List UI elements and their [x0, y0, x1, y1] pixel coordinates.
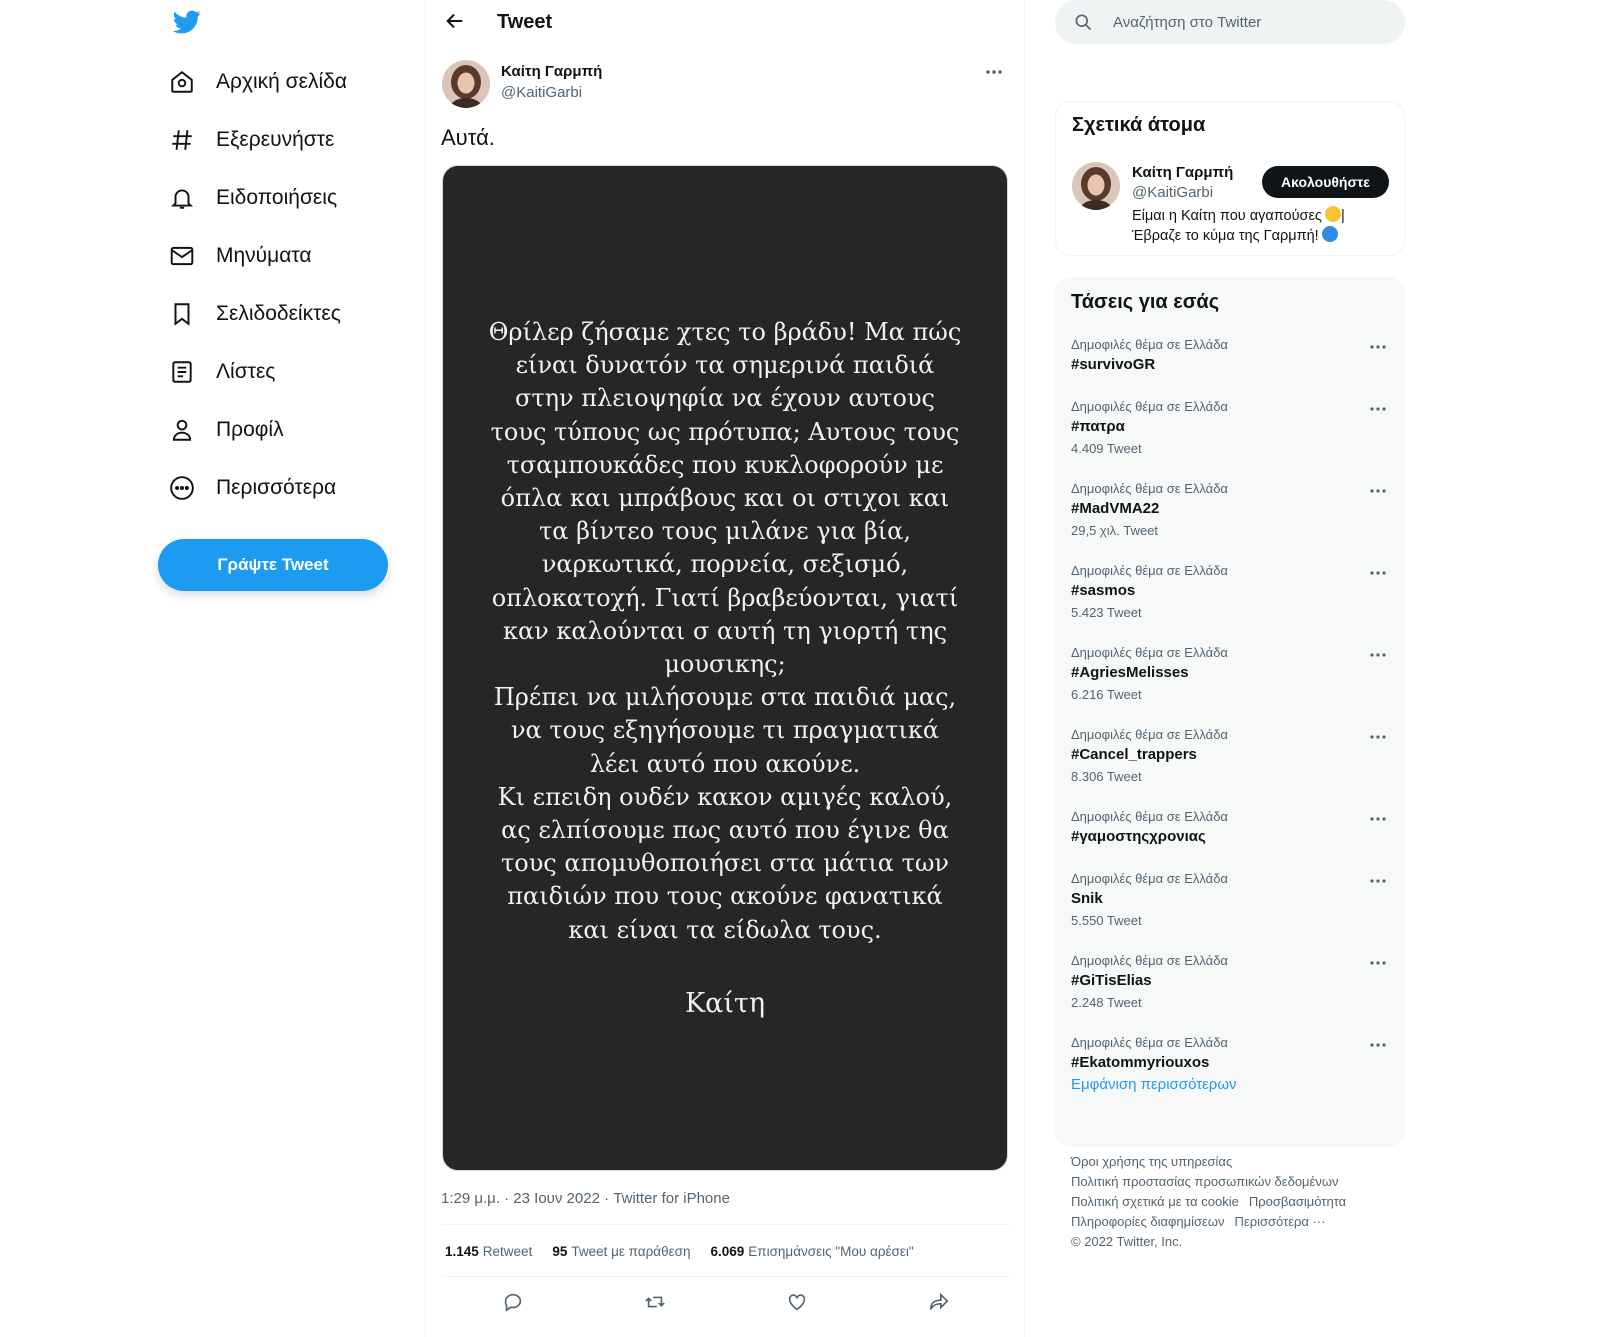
trend-more-icon[interactable] [1369, 1037, 1389, 1053]
trends-panel [1055, 277, 1405, 1147]
accessibility-link[interactable]: Προσβασιμότητα [1248, 1194, 1347, 1209]
panel-title: Τάσεις για εσάς [1071, 291, 1220, 313]
trend-item[interactable]: Δημοφιλές θέμα σε Ελλάδα #AgriesMelisses 6.216 Tweet [1055, 645, 1405, 707]
search-input[interactable] [1111, 13, 1385, 32]
nav-label: Μηνύματα [216, 244, 312, 267]
trend-more-icon[interactable] [1369, 339, 1389, 355]
share-icon[interactable] [921, 1284, 957, 1320]
winking-face-icon [1325, 206, 1341, 222]
related-people-panel [1055, 101, 1405, 256]
nav-item-explore[interactable] [168, 120, 334, 160]
show-more-link[interactable]: Εμφάνιση περισσότερων [1071, 1076, 1237, 1093]
twitter-bird-icon[interactable] [171, 8, 203, 40]
back-arrow-icon[interactable] [444, 10, 472, 34]
nav-label: Προφίλ [216, 418, 284, 441]
nav-label: Ειδοποιήσεις [216, 186, 338, 209]
related-avatar[interactable] [1072, 162, 1120, 210]
related-bio: Είμαι η Καίτη που αγαπούσες | Έβραζε το κύμα της Γαρμπή! [1132, 208, 1345, 244]
nav-label: Περισσότερα [216, 476, 337, 499]
divider [442, 1276, 1010, 1277]
divider [442, 1224, 1010, 1225]
tweet-media-image[interactable] [442, 165, 1008, 1171]
trend-item[interactable]: Δημοφιλές θέμα σε Ελλάδα #Cancel_trappers 8.306 Tweet [1055, 727, 1405, 789]
tweet-actions [442, 1284, 1010, 1320]
related-name[interactable]: Καίτη Γαρμπή [1132, 164, 1234, 181]
author-name[interactable]: Καίτη Γαρμπή [501, 63, 603, 80]
trend-item[interactable]: Δημοφιλές θέμα σε Ελλάδα #Ekatommyriouxos [1055, 1035, 1405, 1085]
trend-item[interactable]: Δημοφιλές θέμα σε Ελλάδα #sasmos 5.423 Tweet [1055, 563, 1405, 625]
trend-more-icon[interactable] [1369, 401, 1389, 417]
trend-more-icon[interactable] [1369, 873, 1389, 889]
author-handle[interactable]: @KaitiGarbi [501, 84, 583, 101]
retweet-icon[interactable] [637, 1284, 673, 1320]
tweet-text: Αυτά. [441, 125, 495, 150]
media-statement-text: Θρίλερ ζήσαμε χτες το βράδυ! Μα πώς είναι δυνατόν τα σημερινά παιδιά στην πλειοψηφία να έχουν αυτους τους τύπους ως πρότυπα; Αυτους τους τσαμπουκάδες που κυκλοφορούν με όπλα και μπράβους και οι στιχοι και τα βίντεο τους μιλάνε για βία, ναρκωτικά, πορνεία, σεξισμό, οπλοκατοχή. Γιατί βραβεύονται, γιατί καν καλούνται σ αυτή τη γιορτή της μουσικης; Πρέπει να μιλήσουμε στα παιδιά μας, να τους εξηγήσουμε τι πραγματικά λέει αυτό που ακούνε. Κι επειδη ουδέν κακον αμιγές καλού, ας ελπίσουμε πως αυτό που έγινε θα τους απομυθοποιήσει στα μάτια των παιδιών που τους ακούνε φανατικά και είναι τα είδωλα τους. [488, 318, 962, 944]
search-icon [1073, 12, 1093, 32]
reply-icon[interactable] [495, 1284, 531, 1320]
terms-link[interactable]: Όροι χρήσης της υπηρεσίας [1071, 1154, 1233, 1169]
home-icon [168, 68, 196, 96]
person-icon [168, 416, 196, 444]
trend-more-icon[interactable] [1369, 729, 1389, 745]
trend-item[interactable]: Δημοφιλές θέμα σε Ελλάδα #GiTisElias 2.248 Tweet [1055, 953, 1405, 1015]
trend-more-icon[interactable] [1369, 955, 1389, 971]
compose-tweet-button[interactable]: Γράψτε Tweet [158, 539, 388, 591]
panel-title: Σχετικά άτομα [1072, 114, 1206, 136]
copyright: © 2022 Twitter, Inc. [1071, 1234, 1183, 1249]
author-avatar[interactable] [442, 60, 490, 108]
nav-item-profile[interactable] [168, 410, 284, 450]
page-title: Tweet [497, 11, 553, 33]
trend-item[interactable]: Δημοφιλές θέμα σε Ελλάδα #πατρα 4.409 Tweet [1055, 399, 1405, 461]
related-handle[interactable]: @KaitiGarbi [1132, 184, 1214, 201]
follow-button[interactable]: Ακολουθήστε [1262, 166, 1389, 198]
privacy-link[interactable]: Πολιτική προστασίας προσωπικών δεδομένων [1071, 1174, 1339, 1189]
trend-more-icon[interactable] [1369, 811, 1389, 827]
trend-more-icon[interactable] [1369, 647, 1389, 663]
left-navigation [0, 0, 425, 1337]
more-options-icon[interactable] [984, 62, 1008, 82]
nav-item-more[interactable] [168, 468, 336, 508]
tweet-detail-column [425, 0, 1025, 1337]
retweet-count-link[interactable]: 1.145 Retweet [445, 1244, 533, 1259]
trend-item[interactable]: Δημοφιλές θέμα σε Ελλάδα #γαμοστηςχρονιας [1055, 809, 1405, 859]
trend-item[interactable]: Δημοφιλές θέμα σε Ελλάδα Snik 5.550 Tweet [1055, 871, 1405, 933]
nav-label: Λίστες [216, 360, 276, 383]
nav-item-bookmarks[interactable] [168, 294, 341, 334]
more-circle-icon [168, 474, 196, 502]
tweet-timestamp[interactable]: 1:29 μ.μ. · 23 Ιουν 2022 · Twitter for iPhone [441, 1190, 730, 1207]
like-count-link[interactable]: 6.069 Επισημάνσεις "Μου αρέσει" [710, 1244, 914, 1259]
nav-item-lists[interactable] [168, 352, 275, 392]
envelope-icon [168, 242, 196, 270]
nav-item-home[interactable] [168, 62, 347, 102]
right-sidebar [1055, 0, 1405, 1337]
trend-more-icon[interactable] [1369, 483, 1389, 499]
footer-links [1071, 1152, 1401, 1252]
bell-icon [168, 184, 196, 212]
footer-more-link[interactable]: Περισσότερα ··· [1234, 1214, 1326, 1229]
like-icon[interactable] [779, 1284, 815, 1320]
nav-label: Σελιδοδείκτες [216, 302, 341, 325]
wave-icon [1322, 226, 1338, 242]
nav-item-notifications[interactable] [168, 178, 337, 218]
quote-count-link[interactable]: 95 Tweet με παράθεση [552, 1244, 691, 1259]
nav-label: Αρχική σελίδα [216, 70, 347, 93]
ads-info-link[interactable]: Πληροφορίες διαφημίσεων [1071, 1214, 1225, 1229]
nav-item-messages[interactable] [168, 236, 312, 276]
search-bar[interactable] [1055, 0, 1405, 44]
hashtag-icon [168, 126, 196, 154]
trend-item[interactable]: Δημοφιλές θέμα σε Ελλάδα #MadVMA22 29,5 χιλ. Tweet [1055, 481, 1405, 543]
list-icon [168, 358, 196, 386]
bookmark-icon [168, 300, 196, 328]
trend-item[interactable]: Δημοφιλές θέμα σε Ελλάδα #survivoGR [1055, 337, 1405, 387]
trend-more-icon[interactable] [1369, 565, 1389, 581]
tweet-stats [445, 1244, 914, 1259]
media-signature: Καίτη [684, 988, 766, 1019]
nav-label: Εξερευνήστε [216, 128, 335, 151]
cookies-link[interactable]: Πολιτική σχετικά με τα cookie [1071, 1194, 1239, 1209]
